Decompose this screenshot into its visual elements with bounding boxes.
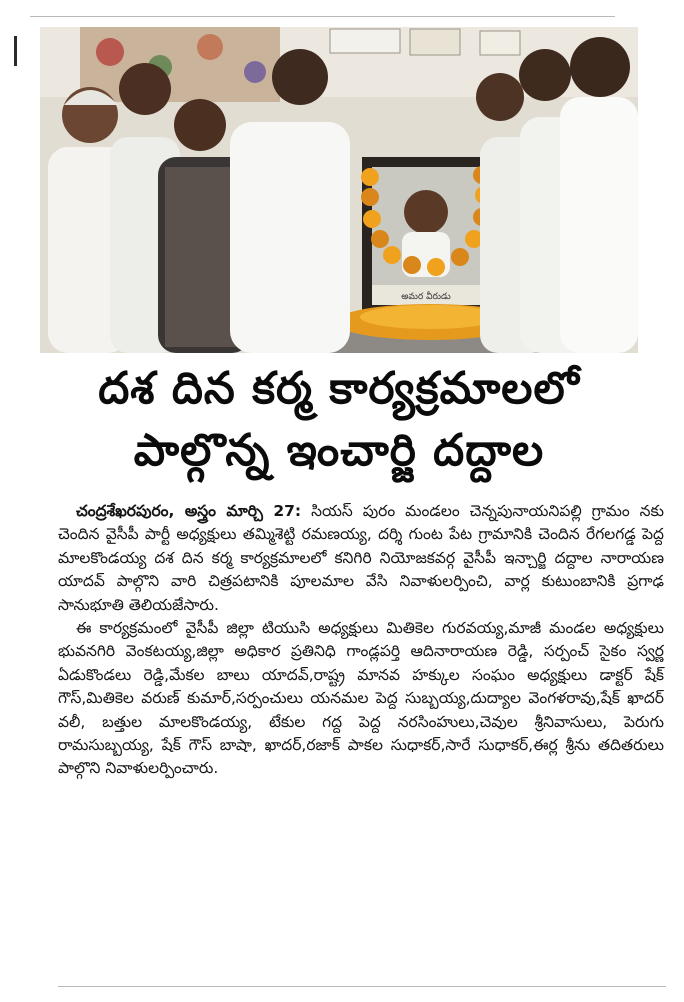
top-rule [30,16,615,17]
margin-mark [14,36,17,66]
news-photo [40,27,638,353]
headline-line-2: పాల్గొన్న ఇంచార్జి దద్దాల [133,425,545,476]
article-body [58,500,664,781]
portrait-caption: అమర వీరుడు [401,292,451,302]
dateline: చంద్రశేఖరపురం, అస్త్రం మార్చి 27: [76,502,302,520]
article-paragraph-2 [58,617,664,781]
headline-line-1: దశ దిన కర్మ కార్యక్రమాలలో [98,363,580,414]
article-paragraph-1 [58,500,664,617]
bottom-rule [58,986,666,987]
paragraph-1-text: సియస్ పురం మండలం చెన్నపునాయనిపల్లి గ్రామం నకు చెందిన వైసీపీ పార్టీ అధ్యక్షులు తమ్మిశెట్టి రమణయ్య, దర్శి గుంట పేట గ్రామానికి చెందిన రేగలగడ్డ పెద్ద మాలకొండయ్య దశ దిన కర్మ కార్యక్రమాలలో కనిగిరి నియోజకవర్గ వైసీపీ ఇన్చార్జి దద్దాల నారాయణ యాదవ్ పాల్గొని వారి చిత్రపటానికి పూలమాల వేసి నివాళులర్పించి, వార్ల కుటుంబానికి ప్రగాఢ సానుభూతి తెలియజేసారు. [58,502,664,614]
paragraph-2-text: ఈ కార్యక్రమంలో వైసీపీ జిల్లా టియుసి అధ్యక్షులు మితికెల గురవయ్య,మాజీ మండల అధ్యక్షులు భువనగిరి వెంకటయ్య,జిల్లా అధికార ప్రతినిధి గాండ్లపర్తి ఆదినారాయణ రెడ్డి, సర్పంచ్ సైకం స్వర్ణ ఏడుకొండలు రెడ్డి,మేకల బాలు యాదవ్,రాష్ట్ర మానవ హక్కుల సంఘం అధ్యక్షులు డాక్టర్ షేక్ గౌస్,మితికెల వరుణ్ కుమార్,సర్పంచులు యనమల పెద్ద సుబ్బయ్య,దుద్యాల వెంగళరావు,షేక్ ఖాదర్ వలీ, బత్తుల మాలకొండయ్య, టేకుల గద్ద పెద్ద నరసింహులు,చెవుల శ్రీనివాసులు, పెరుగు రామసుబ్బయ్య, షేక్ గౌస్ బాషా, ఖాదర్,రజాక్ పాకల సుధాకర్,సారే సుధాకర్,ఈర్ల శ్రీను తదితరులు పాల్గొని నివాళులర్పించారు. [58,619,664,778]
